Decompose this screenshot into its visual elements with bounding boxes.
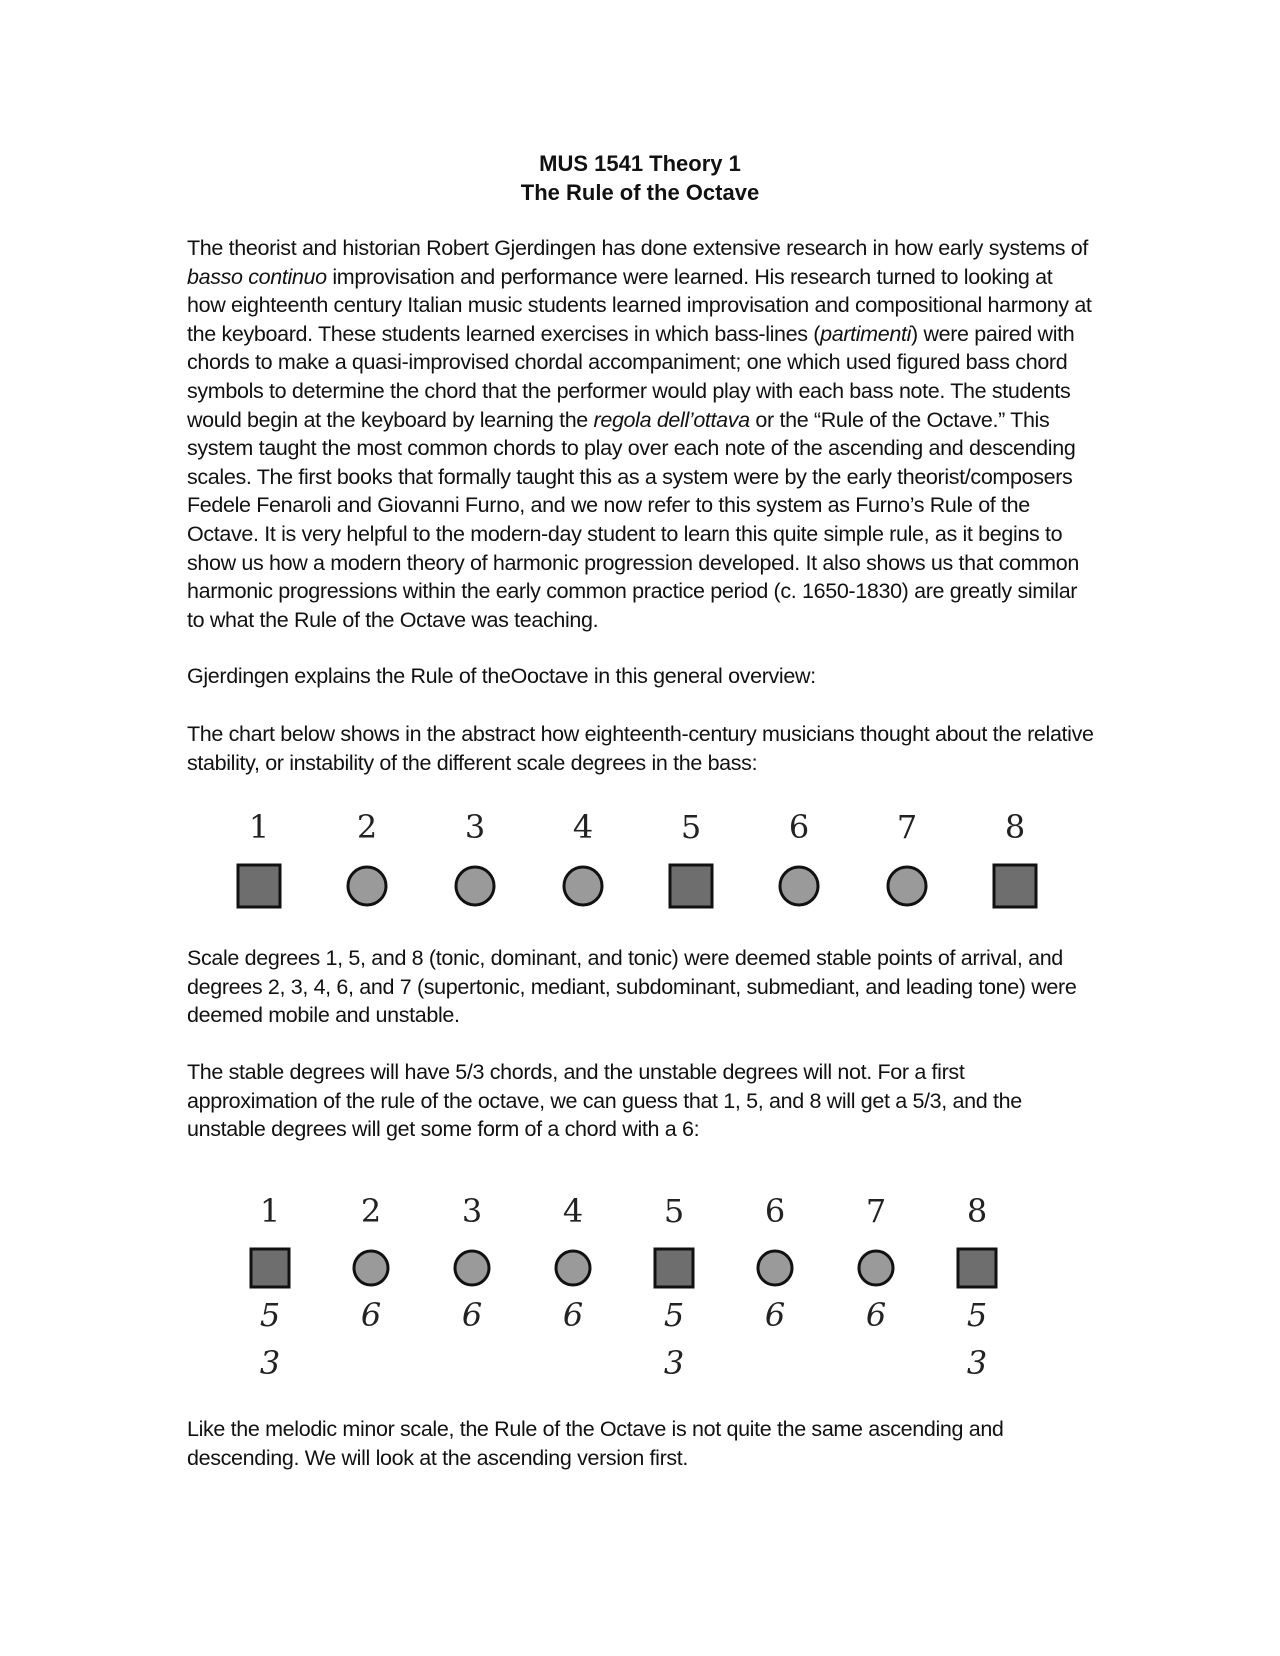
text-line bbox=[187, 1444, 1092, 1473]
stable-degree-square bbox=[238, 865, 280, 907]
text-run: The theorist and historian Robert Gjerdingen has done extensive research in how early systems of bbox=[187, 236, 1088, 260]
figure-upper-3: 6 bbox=[461, 1296, 483, 1334]
stability-paragraph bbox=[187, 944, 1092, 1030]
unstable-degree-circle bbox=[354, 1251, 388, 1285]
unstable-degree-circle bbox=[888, 867, 926, 905]
figure-upper-6: 6 bbox=[764, 1296, 786, 1334]
unstable-degree-circle bbox=[348, 867, 386, 905]
unstable-degree-circle bbox=[564, 867, 602, 905]
degree-number-6: 6 bbox=[764, 1192, 786, 1230]
text-run: Like the melodic minor scale, the Rule of the Octave is not quite the same ascending and bbox=[187, 1417, 1004, 1441]
degree-number-2: 2 bbox=[360, 1192, 382, 1230]
text-run: Scale degrees 1, 5, and 8 (tonic, dominant, and tonic) were deemed stable points of arrival, and bbox=[187, 946, 1063, 970]
figure-lower-1: 3 bbox=[259, 1344, 281, 1382]
degree-number-7: 7 bbox=[896, 808, 918, 846]
unstable-degree-circle bbox=[556, 1251, 590, 1285]
stable-degree-square bbox=[670, 865, 712, 907]
degree-number-2: 2 bbox=[356, 808, 378, 846]
figure-upper-4: 6 bbox=[562, 1296, 584, 1334]
italic-term: regola dell’ottava bbox=[593, 407, 750, 432]
text-run: to what the Rule of the Octave was teaching. bbox=[187, 607, 599, 632]
text-run: improvisation and performance were learned. His research turned to looking at bbox=[326, 264, 1053, 289]
italic-term: partimenti bbox=[820, 321, 912, 346]
course-title: MUS 1541 Theory 1 bbox=[539, 151, 741, 176]
text-line bbox=[187, 1115, 1092, 1144]
text-line bbox=[187, 1087, 1092, 1116]
text-line bbox=[187, 973, 1092, 1002]
text-run: deemed mobile and unstable. bbox=[187, 1003, 460, 1028]
italic-term: basso continuo bbox=[187, 264, 327, 289]
unstable-degree-circle bbox=[456, 867, 494, 905]
text-run: Gjerdingen explains the Rule of theOoctave in this general overview: bbox=[187, 664, 816, 688]
text-run: The stable degrees will have 5/3 chords, and the unstable degrees will not. For a first bbox=[187, 1060, 965, 1084]
text-run: The chart below shows in the abstract how eighteenth-century musicians thought about the relative bbox=[187, 722, 1094, 746]
figured-bass-chart bbox=[251, 1192, 996, 1382]
text-run: how eighteenth century Italian music students learned improvisation and compositional harmony at bbox=[187, 293, 1092, 318]
figure-lower-8: 3 bbox=[966, 1344, 988, 1382]
text-run: scales. The first books that formally taught this as a system were by the early theorist/composers bbox=[187, 464, 1073, 489]
text-line bbox=[187, 1001, 1092, 1030]
stable-degree-square bbox=[958, 1249, 996, 1287]
degree-number-1: 1 bbox=[248, 808, 270, 846]
text-run: or the “Rule of the Octave.” This bbox=[749, 407, 1050, 432]
stable-degree-square bbox=[994, 865, 1036, 907]
chords-paragraph bbox=[187, 1058, 1092, 1144]
degree-number-7: 7 bbox=[865, 1192, 887, 1230]
text-run: unstable degrees will get some form of a chord with a 6: bbox=[187, 1117, 700, 1142]
closing-paragraph bbox=[187, 1415, 1092, 1472]
text-line bbox=[187, 1415, 1092, 1444]
figure-upper-1: 5 bbox=[259, 1296, 281, 1334]
text-run: ) were paired with bbox=[911, 321, 1075, 346]
text-run: descending. We will look at the ascending version first. bbox=[187, 1445, 689, 1470]
degree-number-4: 4 bbox=[562, 1192, 584, 1230]
unstable-degree-circle bbox=[780, 867, 818, 905]
unstable-degree-circle bbox=[859, 1251, 893, 1285]
unstable-degree-circle bbox=[758, 1251, 792, 1285]
stability-chart bbox=[238, 808, 1036, 907]
text-run: stability, or instability of the different scale degrees in the bass: bbox=[187, 750, 758, 775]
text-run: degrees 2, 3, 4, 6, and 7 (supertonic, mediant, subdominant, submediant, and leading tone) were bbox=[187, 974, 1077, 999]
degree-number-4: 4 bbox=[572, 808, 594, 846]
text-run: system taught the most common chords to play over each note of the ascending and descending bbox=[187, 436, 1076, 461]
text-run: chords to make a quasi-improvised chordal accompaniment; one which used figured bass chord bbox=[187, 350, 1068, 375]
text-run: show us how a modern theory of harmonic progression developed. It also shows us that common bbox=[187, 550, 1079, 575]
stable-degree-square bbox=[655, 1249, 693, 1287]
unstable-degree-circle bbox=[455, 1251, 489, 1285]
text-run: the keyboard. These students learned exercises in which bass-lines ( bbox=[187, 321, 821, 346]
figure-lower-5: 3 bbox=[663, 1344, 685, 1382]
figure-upper-2: 6 bbox=[360, 1296, 382, 1334]
text-run: symbols to determine the chord that the performer would play with each bass note. The students bbox=[187, 378, 1071, 403]
stable-degree-square bbox=[251, 1249, 289, 1287]
text-run: would begin at the keyboard by learning the bbox=[187, 407, 594, 432]
figure-upper-5: 5 bbox=[663, 1296, 685, 1334]
degree-number-8: 8 bbox=[1004, 808, 1026, 846]
degree-number-1: 1 bbox=[259, 1192, 281, 1230]
text-line bbox=[187, 944, 1092, 973]
figure-upper-8: 5 bbox=[966, 1296, 988, 1334]
text-run: harmonic progressions within the early common practice period (c. 1650-1830) are greatly similar bbox=[187, 579, 1078, 604]
degree-number-3: 3 bbox=[464, 808, 486, 846]
degree-number-8: 8 bbox=[966, 1192, 988, 1230]
text-run: Octave. It is very helpful to the modern-day student to learn this quite simple rule, as it begins to bbox=[187, 521, 1063, 546]
text-line bbox=[187, 1058, 1092, 1087]
degree-number-6: 6 bbox=[788, 808, 810, 846]
degree-number-5: 5 bbox=[663, 1192, 685, 1230]
page-title: The Rule of the Octave bbox=[520, 180, 760, 205]
figure-upper-7: 6 bbox=[865, 1296, 887, 1334]
text-run: Fedele Fenaroli and Giovanni Furno, and we now refer to this system as Furno’s Rule of the bbox=[187, 493, 1030, 518]
degree-number-3: 3 bbox=[461, 1192, 483, 1230]
degree-number-5: 5 bbox=[680, 808, 702, 846]
text-run: approximation of the rule of the octave, we can guess that 1, 5, and 8 will get a 5/3, and the bbox=[187, 1088, 1022, 1113]
